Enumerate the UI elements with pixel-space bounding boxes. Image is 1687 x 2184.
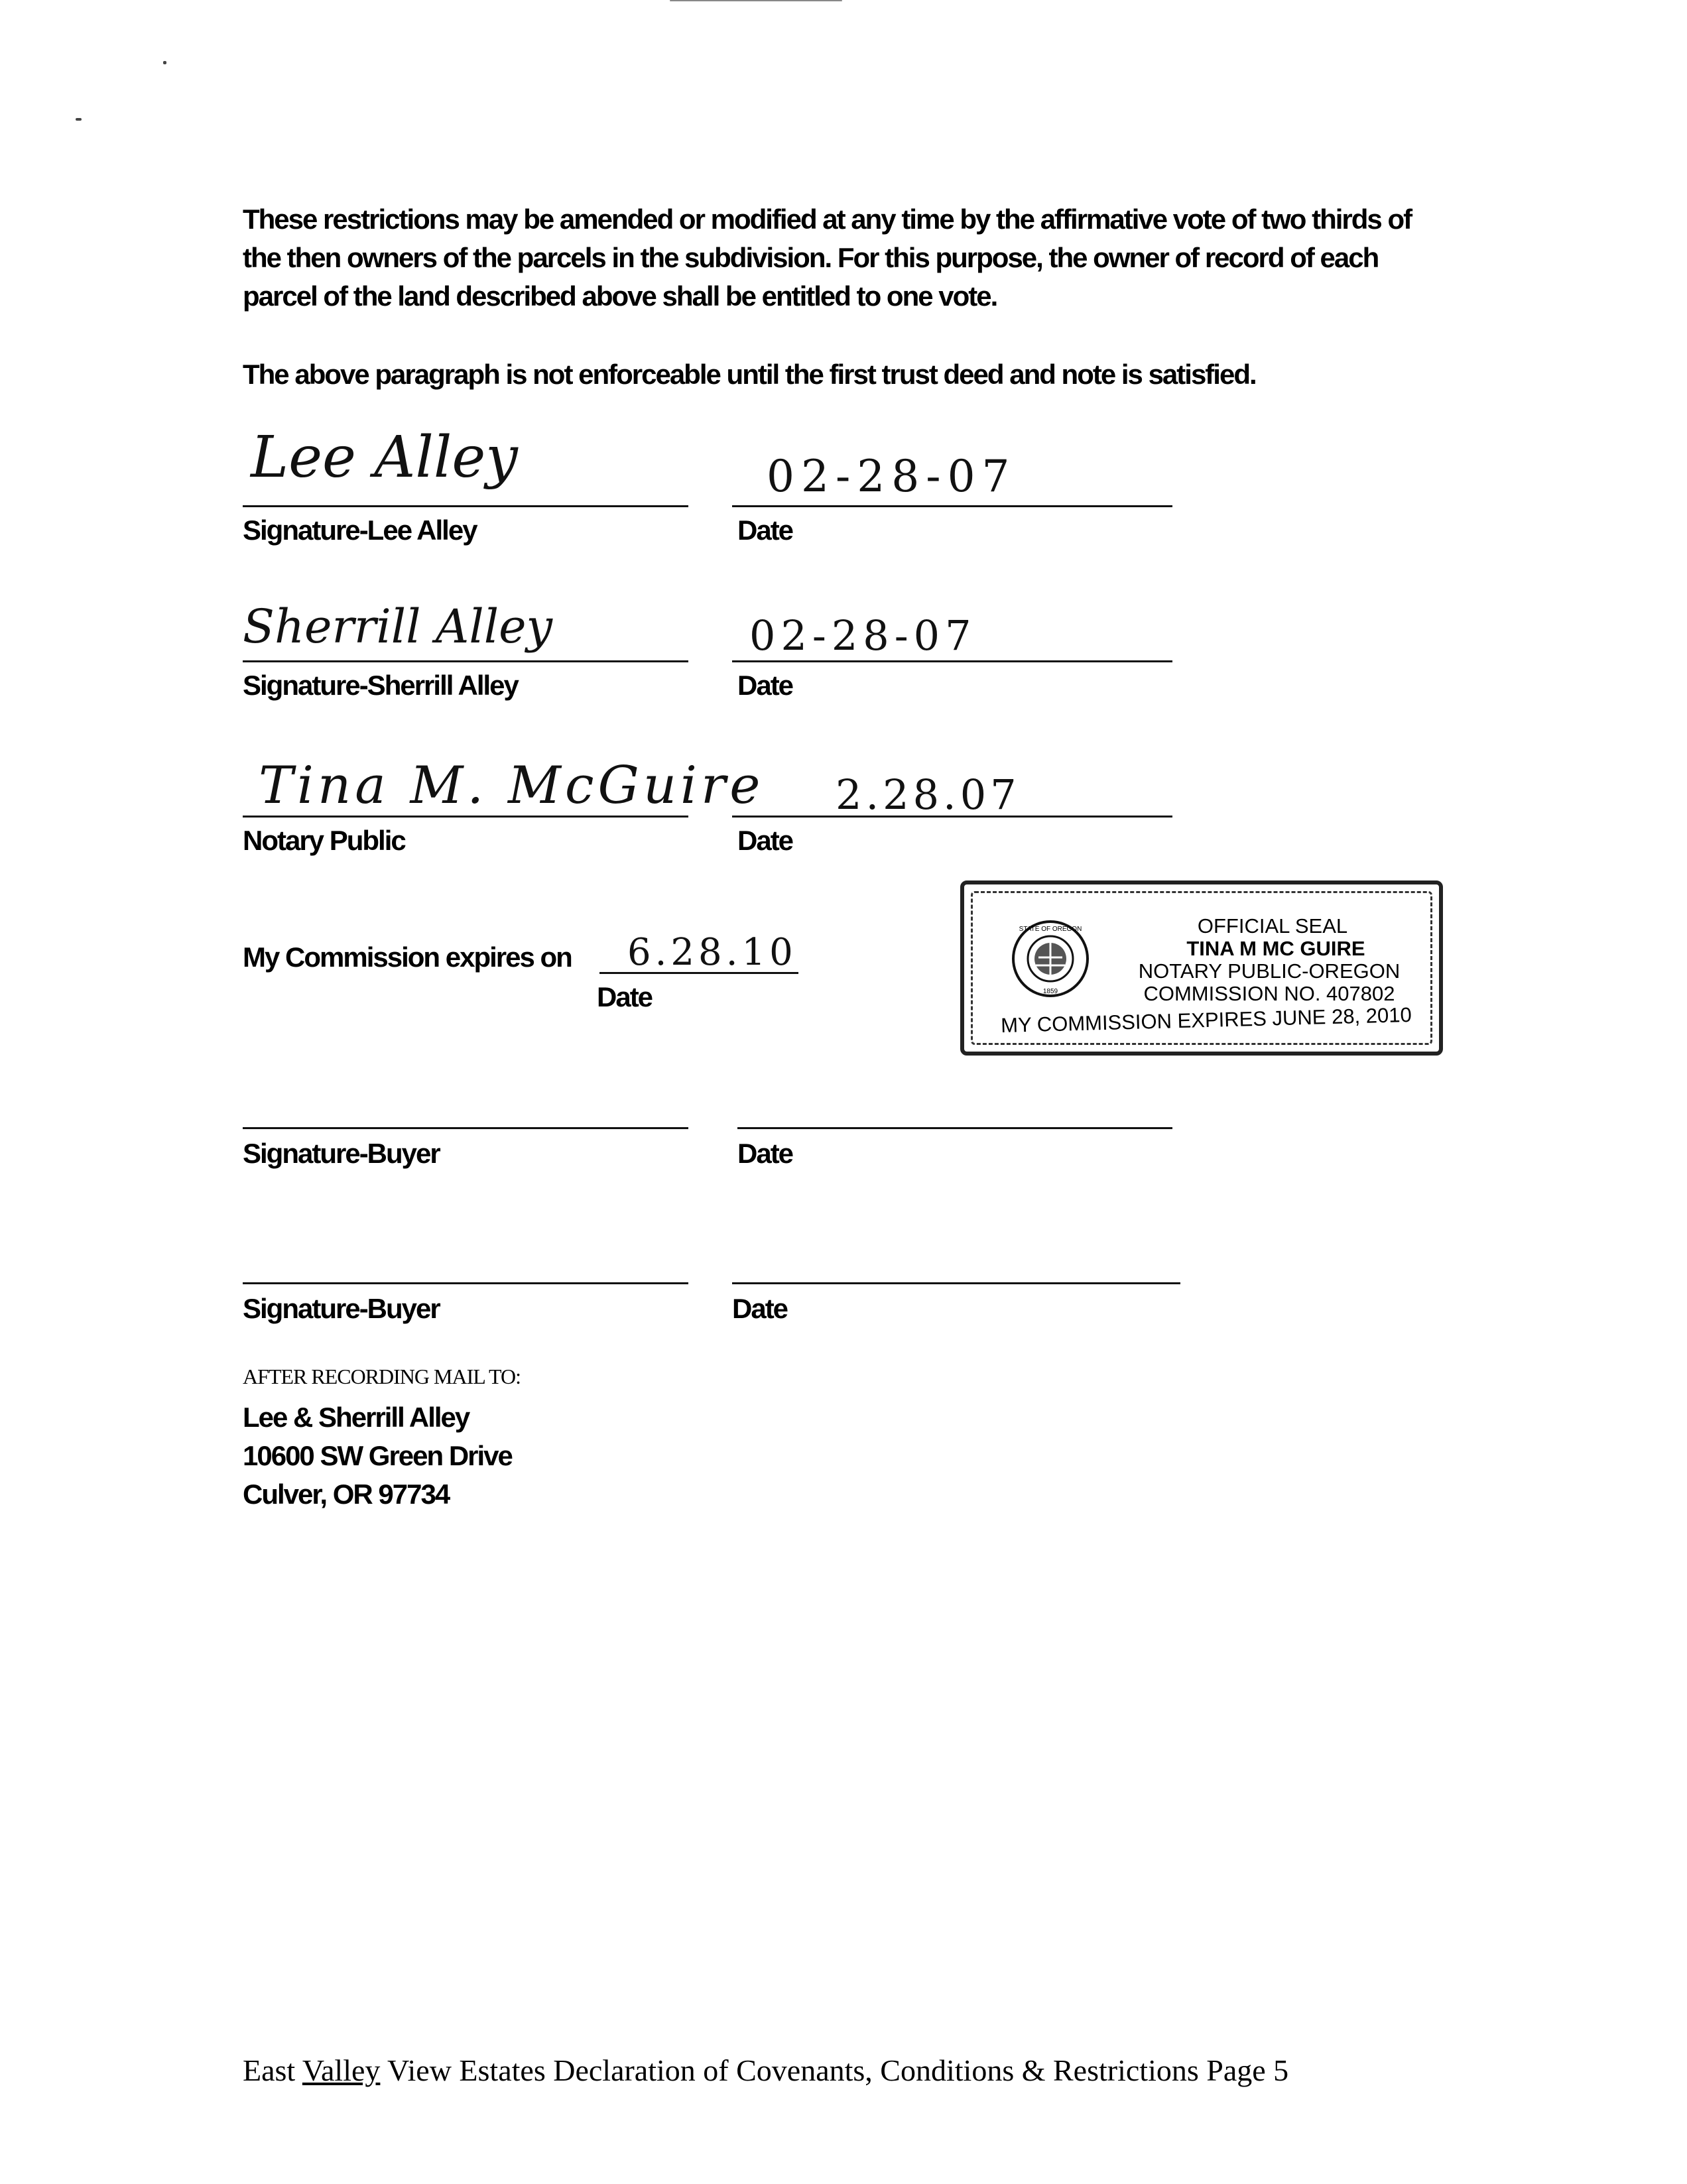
signature-label-lee-alley: Signature-Lee Alley [243,515,477,546]
signature-sherrill-alley: Sherrill Alley [243,599,553,654]
amendment-paragraph: These restrictions may be amended or modified at any time by the affirmative vote of two thirds of the then owners of the parcels in the subdivision. For this purpose, the owner of record of each parcel of the land described above shall be entitled to one vote. [243,204,1412,312]
buyer-signature-line [243,1127,688,1129]
commission-expires-label: My Commission expires on [243,941,572,973]
buyer-date-label: Date [737,1138,793,1169]
mailing-name: Lee & Sherrill Alley [243,1402,469,1433]
mailing-heading: AFTER RECORDING MAIL TO: [243,1365,521,1388]
svg-text:STATE OF OREGON: STATE OF OREGON [1019,926,1082,933]
notary-public-label: Notary Public [243,825,405,856]
seal-notary-name: TINA M MC GUIRE [1186,937,1365,960]
buyer-signature-label: Signature-Buyer [243,1293,440,1324]
date-line [732,505,1172,507]
scan-speck [163,61,166,64]
commission-date-label: Date [597,981,653,1012]
buyer-signature-line [243,1282,688,1284]
enforceability-paragraph: The above paragraph is not enforceable until the first trust deed and note is satisfied. [243,359,1256,390]
page-footer: East Valley View Estates Declaration of Covenants, Conditions & Restrictions Page 5 [243,2053,1289,2087]
date-line [732,660,1172,662]
svg-text:1859: 1859 [1042,988,1058,995]
mailing-street: 10600 SW Green Drive [243,1440,512,1471]
buyer-date-label: Date [732,1293,788,1324]
scan-speck [670,0,842,1]
buyer-date-line [737,1127,1172,1129]
date-line [732,816,1172,818]
official-seal-stamp [960,880,1443,1056]
date-value-sherrill-alley: 02-28-07 [749,611,977,660]
signature-line [243,660,688,662]
date-label: Date [737,670,793,701]
date-value-notary: 2.28.07 [836,770,1021,819]
seal-title: OFFICIAL SEAL [1197,914,1348,938]
seal-commission-expires: MY COMMISSION EXPIRES JUNE 28, 2010 [1000,1002,1412,1038]
signature-notary: Tina M. McGuire [259,756,765,816]
date-label: Date [737,825,793,856]
signature-line [243,505,688,507]
date-label: Date [737,515,793,546]
signature-label-sherrill-alley: Signature-Sherrill Alley [243,670,518,701]
seal-notary-role: NOTARY PUBLIC-OREGON [1138,959,1401,983]
buyer-signature-label: Signature-Buyer [243,1138,440,1169]
signature-line [243,816,688,818]
buyer-date-line [732,1282,1180,1284]
commission-date-line [599,972,798,974]
mailing-city: Culver, OR 97734 [243,1479,450,1510]
signature-lee-alley: Lee Alley [251,424,518,491]
commission-expires-value: 6.28.10 [627,931,797,974]
seal-commission-number: COMMISSION NO. 407802 [1143,982,1395,1005]
date-value-lee-alley: 02-28-07 [767,451,1017,502]
scan-speck [76,118,82,121]
oregon-state-seal-icon [1011,919,1090,999]
